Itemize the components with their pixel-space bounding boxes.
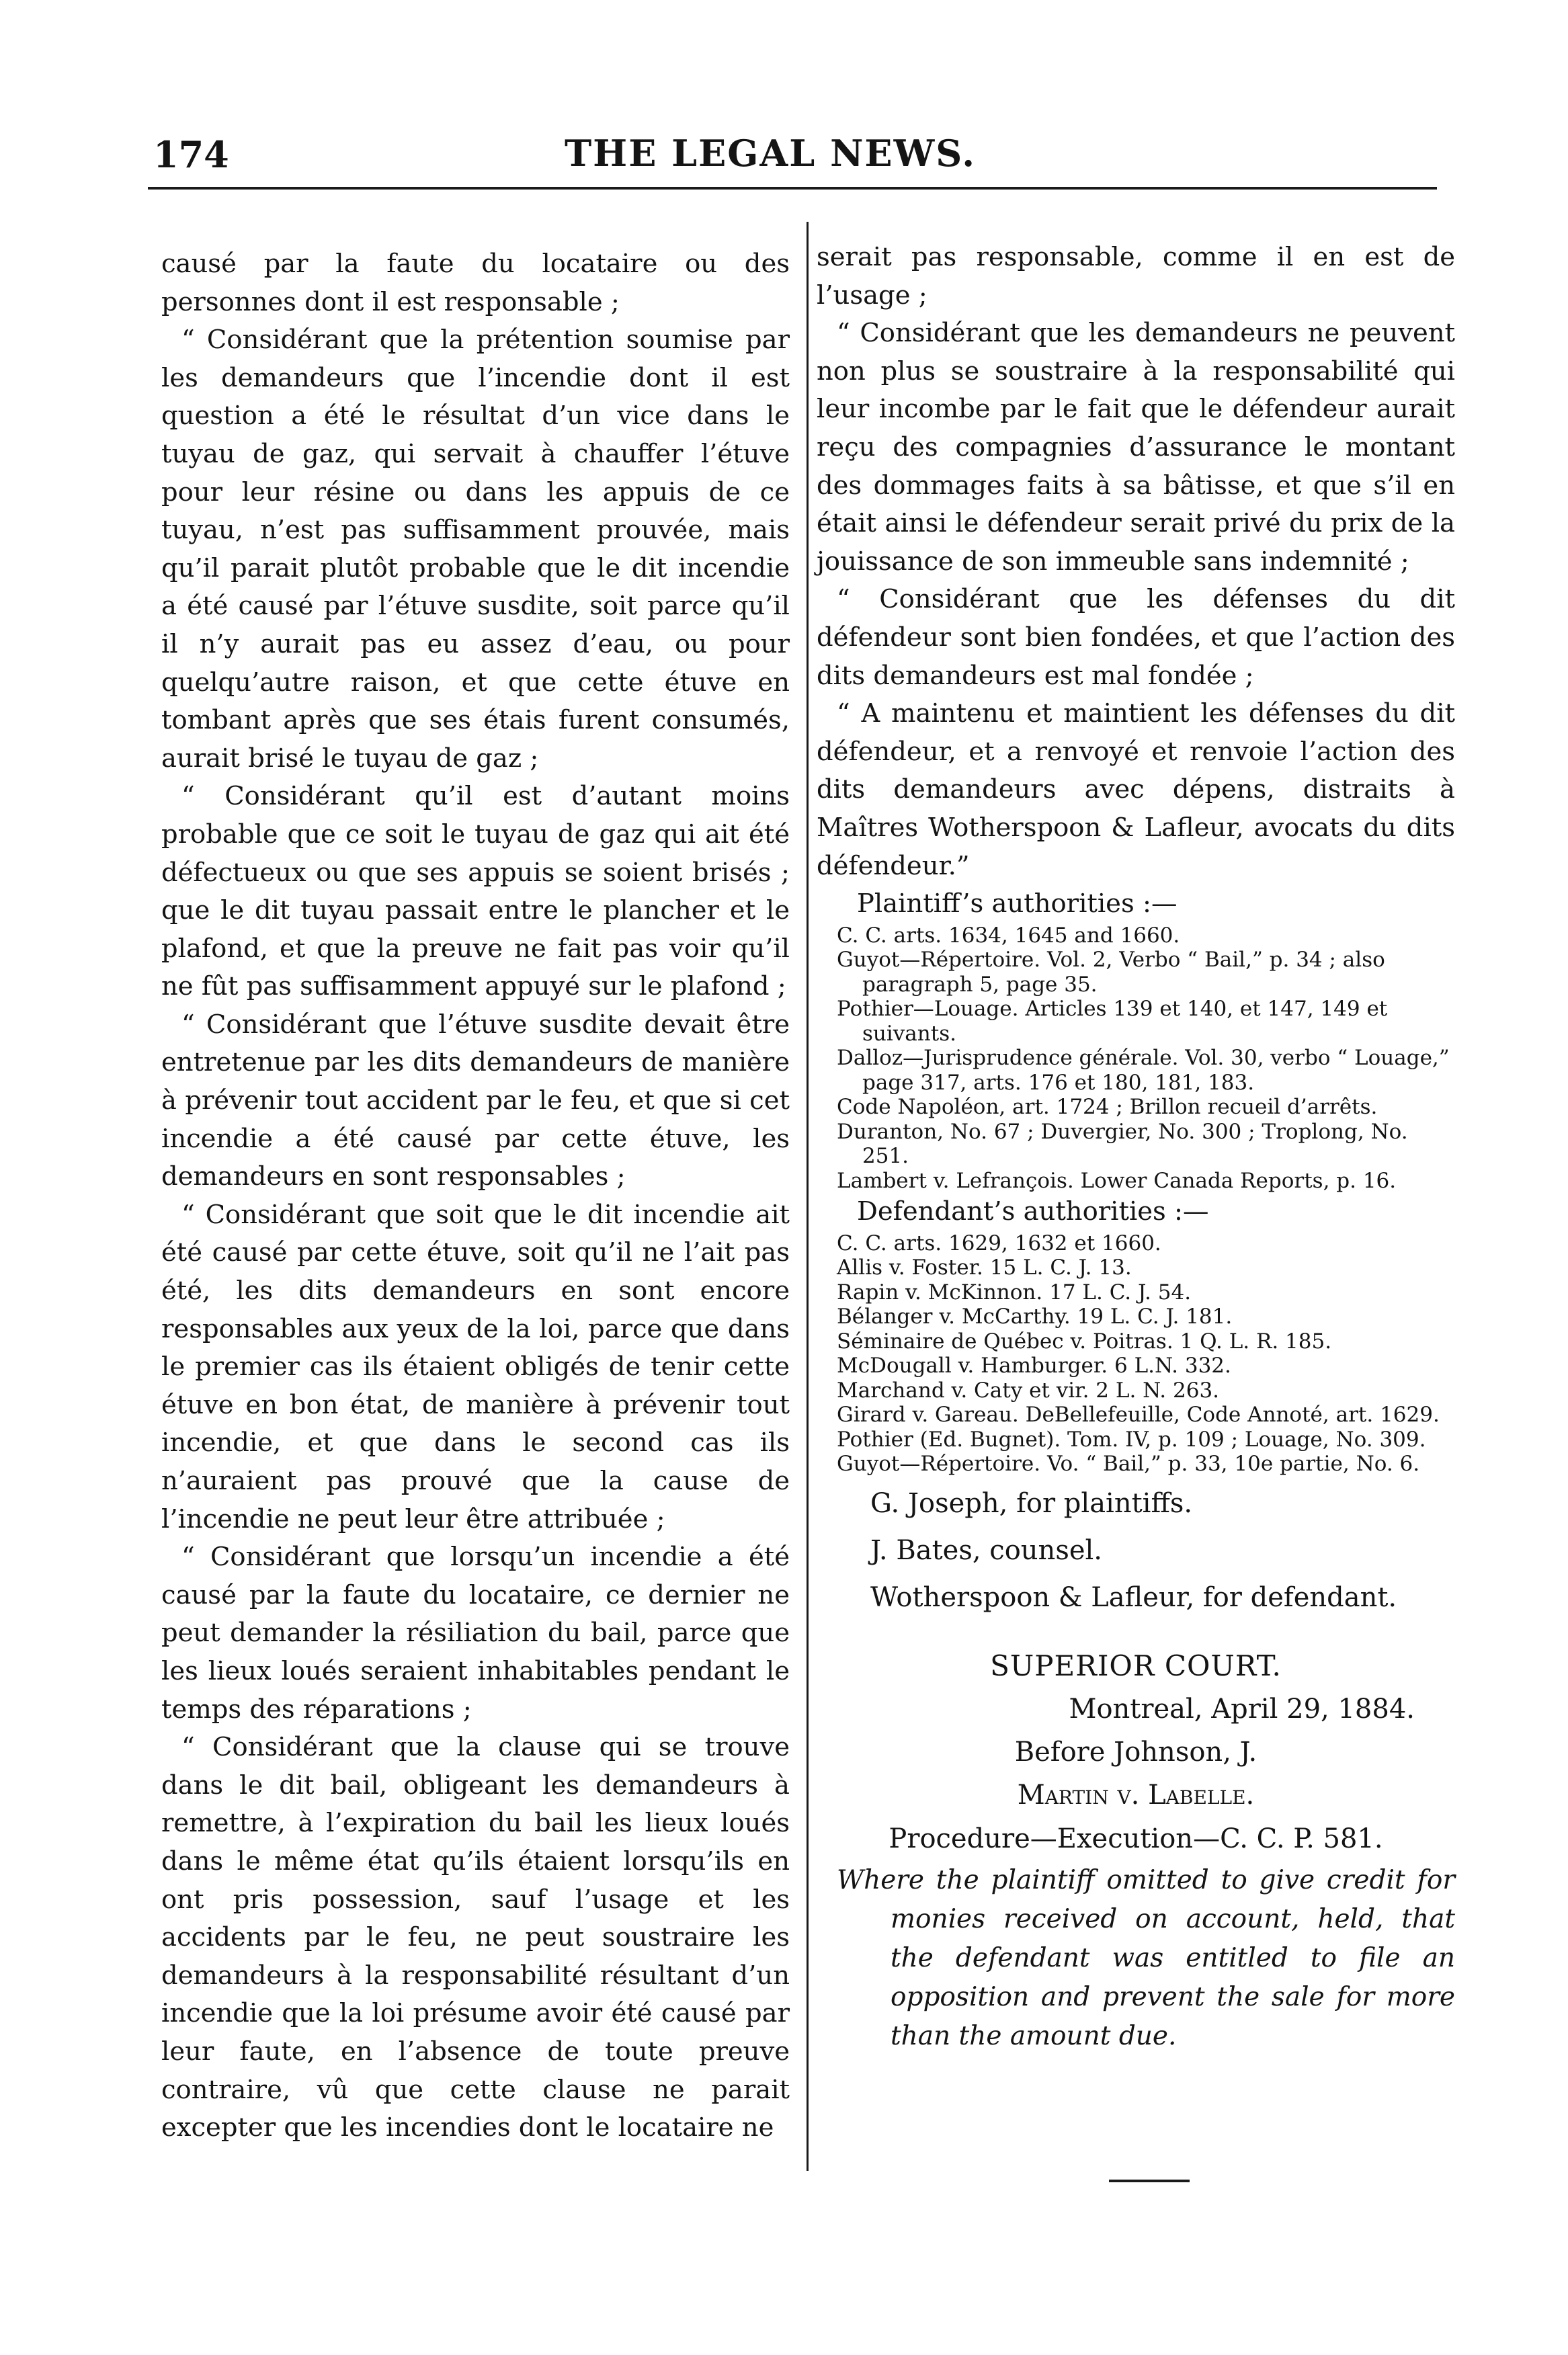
counsel-line: J. Bates, counsel. (870, 1534, 1103, 1566)
counsel-line: G. Joseph, for plaintiffs. (870, 1487, 1193, 1519)
column-divider (807, 222, 809, 2171)
paragraph: serait pas responsable, comme il en est de l’usage ; (817, 242, 1455, 311)
paragraph: “ Considérant qu’il est d’autant moins probable que ce soit le tuyau de gaz qui ait été défectueux ou que ses appuis se soient brisés ; que le dit tuyau passait entre le plancher et le plafond, et que la preuve ne fait pas voir qu’il ne fût pas suffisamment appuyé sur le plafond ; (161, 781, 790, 1002)
paragraph: “ Considérant que la prétention soumise par les demandeurs que l’incendie dont il est question a été le résultat d’un vice dans le tuyau de gaz, qui servait à chauffer l’étuve pour leur résine ou dans les appuis de ce tuyau, n’est pas suffisamment prouvée, mais qu’il parait plutôt probable que le dit incendie a été causé par l’étuve susdite, soit parce qu’il il n’y aurait pas eu assez d’eau, ou pour quelqu’autre raison, et que cette étuve en tombant après que ses étais furent consumés, aurait brisé le tuyau de gaz ; (161, 325, 790, 774)
header-rule (148, 187, 1437, 190)
paragraph: causé par la faute du locataire ou des personnes dont il est responsable ; (161, 249, 790, 317)
plaintiff-authorities-heading: Plaintiff’s authorities :— (857, 889, 1178, 919)
authority-item: Girard v. Gareau. DeBellefeuille, Code Annoté, art. 1629. (837, 1403, 1440, 1428)
subject-line: Procedure—Execution—C. C. P. 581. (889, 1823, 1383, 1854)
authority-item: Guyot—Répertoire. Vol. 2, Verbo “ Bail,” p. 34 ; also paragraph 5, page 35. (837, 948, 1385, 997)
authority-item: Bélanger v. McCarthy. 19 L. C. J. 181. (837, 1305, 1233, 1329)
court-heading: SUPERIOR COURT. (990, 1649, 1282, 1682)
authority-item: Dalloz—Jurisprudence générale. Vol. 30, verbo “ Louage,” page 317, arts. 176 et 180, 181, 183. (837, 1046, 1450, 1095)
paragraph: “ Considérant que soit que le dit incendie ait été causé par cette étuve, soit qu’il ne l’ait pas été, les dits demandeurs en sont encore responsables aux yeux de la loi, parce que dans le premier cas ils étaient obligés de tenir cette étuve en bon état, de manière à prévenir tout incendie, et que dans le second cas ils n’auraient pas prouvé que la cause de l’incendie ne peut leur être attribuée ; (161, 1199, 790, 1534)
paragraph: “ Considérant que les défenses du dit défendeur sont bien fondées, et que l’action des dits demandeurs est mal fondée ; (817, 584, 1455, 691)
paragraph: “ Considérant que l’étuve susdite devait être entretenue par les dits demandeurs de manière à prévenir tout accident par le feu, et que si cet incendie a été causé par cette étuve, les demandeurs en sont responsables ; (161, 1009, 790, 1192)
headnote: Where the plaintiff omitted to give credit for monies received on account, held, that the defendant was entitled to file an opposition and prevent the sale for more than the amount due. (837, 1864, 1455, 2051)
paragraph: “ Considérant que les demandeurs ne peuvent non plus se soustraire à la responsabilité qui leur incombe par le fait que le défendeur aurait reçu des compagnies d’assurance le montant des dommages faits à sa bâtisse, et que s’il en était ainsi le défendeur serait privé du prix de la jouissance de son immeuble sans indemnité ; (817, 318, 1455, 577)
authority-item: C. C. arts. 1629, 1632 et 1660. (837, 1231, 1161, 1255)
authority-item: Allis v. Foster. 15 L. C. J. 13. (837, 1255, 1132, 1280)
left-column (161, 245, 790, 2147)
authority-item: Pothier—Louage. Articles 139 et 140, et 147, 149 et suivants. (837, 997, 1388, 1046)
page-number: 174 (153, 133, 229, 176)
authority-item: Lambert v. Lefrançois. Lower Canada Reports, p. 16. (837, 1168, 1397, 1193)
authority-item: Rapin v. McKinnon. 17 L. C. J. 54. (837, 1280, 1192, 1305)
authority-item: McDougall v. Hamburger. 6 L.N. 332. (837, 1354, 1231, 1378)
authority-item: Duranton, No. 67 ; Duvergier, No. 300 ; Troplong, No. 251. (837, 1119, 1408, 1169)
authority-item: Séminaire de Québec v. Poitras. 1 Q. L. R. 185. (837, 1329, 1332, 1354)
defendant-authorities-heading: Defendant’s authorities :— (857, 1196, 1209, 1227)
judge-line: Before Johnson, J. (1014, 1736, 1257, 1768)
paragraph: “ A maintenu et maintient les défenses du dit défendeur, et a renvoyé et renvoie l’action des dits demandeurs avec dépens, distraits à Maîtres Wotherspoon & Lafleur, avocats du dits défendeur.” (817, 698, 1455, 881)
right-column (817, 239, 1455, 2056)
running-title: THE LEGAL NEWS. (565, 132, 977, 175)
authority-item: C. C. arts. 1634, 1645 and 1660. (837, 923, 1180, 948)
counsel-line: Wotherspoon & Lafleur, for defendant. (870, 1581, 1397, 1613)
paragraph: “ Considérant que la clause qui se trouve dans le dit bail, obligeant les demandeurs à remettre, à l’expiration du bail les lieux loués dans le même état qu’ils étaient lorsqu’ils en ont pris possession, sauf l’usage et les accidents par le feu, ne peut soustraire les demandeurs à la responsabilité résultant d’un incendie que la loi présume avoir été causé par leur faute, en l’absence de toute preuve contraire, vû que cette clause ne parait excepter que les incendies dont le locataire ne (161, 1732, 790, 2143)
authority-item: Code Napoléon, art. 1724 ; Brillon recueil d’arrêts. (837, 1095, 1378, 1120)
paragraph: “ Considérant que lorsqu’un incendie a été causé par la faute du locataire, ce dernier ne peut demander la résiliation du bail, parce que les lieux loués seraient inhabitables pendant le temps des réparations ; (161, 1542, 790, 1725)
end-rule (1109, 2180, 1190, 2182)
authority-item: Pothier (Ed. Bugnet). Tom. IV, p. 109 ; Louage, No. 309. (837, 1427, 1426, 1452)
date-line: Montreal, April 29, 1884. (1069, 1693, 1415, 1725)
authority-item: Guyot—Répertoire. Vo. “ Bail,” p. 33, 10e partie, No. 6. (837, 1452, 1420, 1477)
authority-item: Marchand v. Caty et vir. 2 L. N. 263. (837, 1378, 1220, 1403)
case-title: Martin v. Labelle. (1017, 1779, 1255, 1811)
